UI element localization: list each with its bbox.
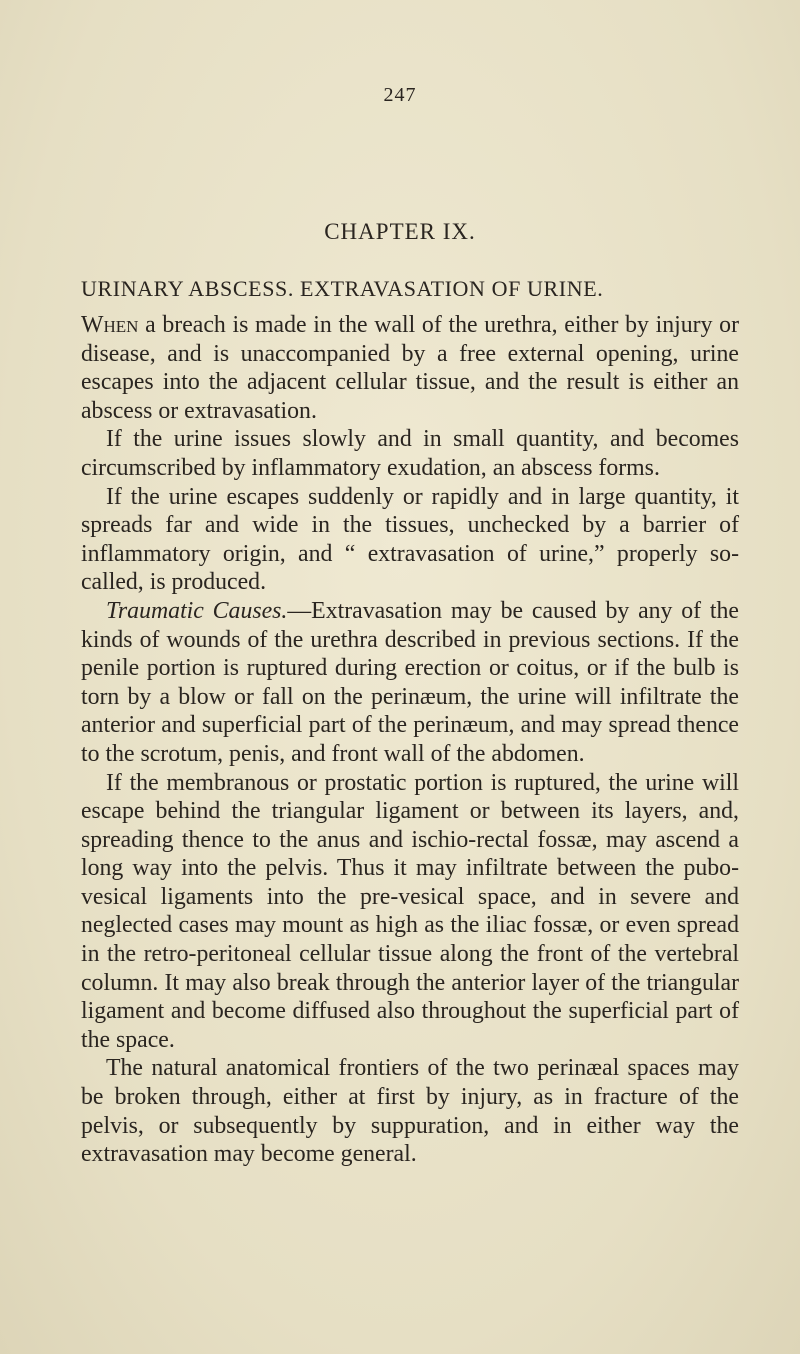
paragraph-lead-word: When bbox=[81, 312, 139, 338]
paragraph-1 bbox=[81, 311, 739, 425]
chapter-title: CHAPTER IX. bbox=[324, 219, 476, 244]
page-number: 247 bbox=[383, 84, 417, 106]
paragraph-text: a breach is made in the wall of the urethra, either by injury or disease, and is unaccompanied by a free external opening, urine escapes into the adjacent cellular tissue, and the result is either an abscess or extravasation. bbox=[81, 312, 739, 424]
subsection-heading: Traumatic Causes. bbox=[106, 597, 288, 624]
paragraph-4 bbox=[81, 597, 739, 769]
paragraph-3: If the urine escapes suddenly or rapidly and in large quantity, it spreads far and wide in the tissues, unchecked by a barrier of inflammatory origin, and “ extravasation of urine,” properly so-called, is produced. bbox=[81, 483, 739, 596]
paragraph-2: If the urine issues slowly and in small quantity, and becomes circumscribed by inflammatory exudation, an abscess forms. bbox=[81, 426, 739, 481]
section-title: URINARY ABSCESS. EXTRAVASATION OF URINE. bbox=[81, 276, 604, 301]
body-text bbox=[81, 311, 739, 1169]
paragraph-6: The natural anatomical frontiers of the two perinæal spaces may be broken through, either at first by injury, as in fracture of the pelvis, or subsequently by suppuration, and in either way the extravasation may become general. bbox=[81, 1055, 739, 1168]
paragraph-5: If the membranous or prostatic portion is ruptured, the urine will escape behind the triangular ligament or between its layers, and, spreading thence to the anus and ischio-rectal fossæ, may ascend a long way into the pelvis. Thus it may infiltrate between the pubo-vesical ligaments into the pre-vesical space, and in severe and neglected cases may mount as high as the iliac fossæ, or even spread in the retro-peritoneal cellular tissue along the front of the vertebral column. It may also break through the anterior layer of the triangular ligament and become diffused also throughout the superficial part of the space. bbox=[81, 769, 739, 1053]
paragraph-text: —Extravasation may be caused by any of the kinds of wounds of the urethra described in previous sections. If the penile portion is ruptured during erection or coitus, or if the bulb is torn by a blow or fall on the perinæum, the urine will infiltrate the anterior and superficial part of the perinæum, and may spread thence to the scrotum, penis, and front wall of the abdomen. bbox=[81, 597, 739, 767]
